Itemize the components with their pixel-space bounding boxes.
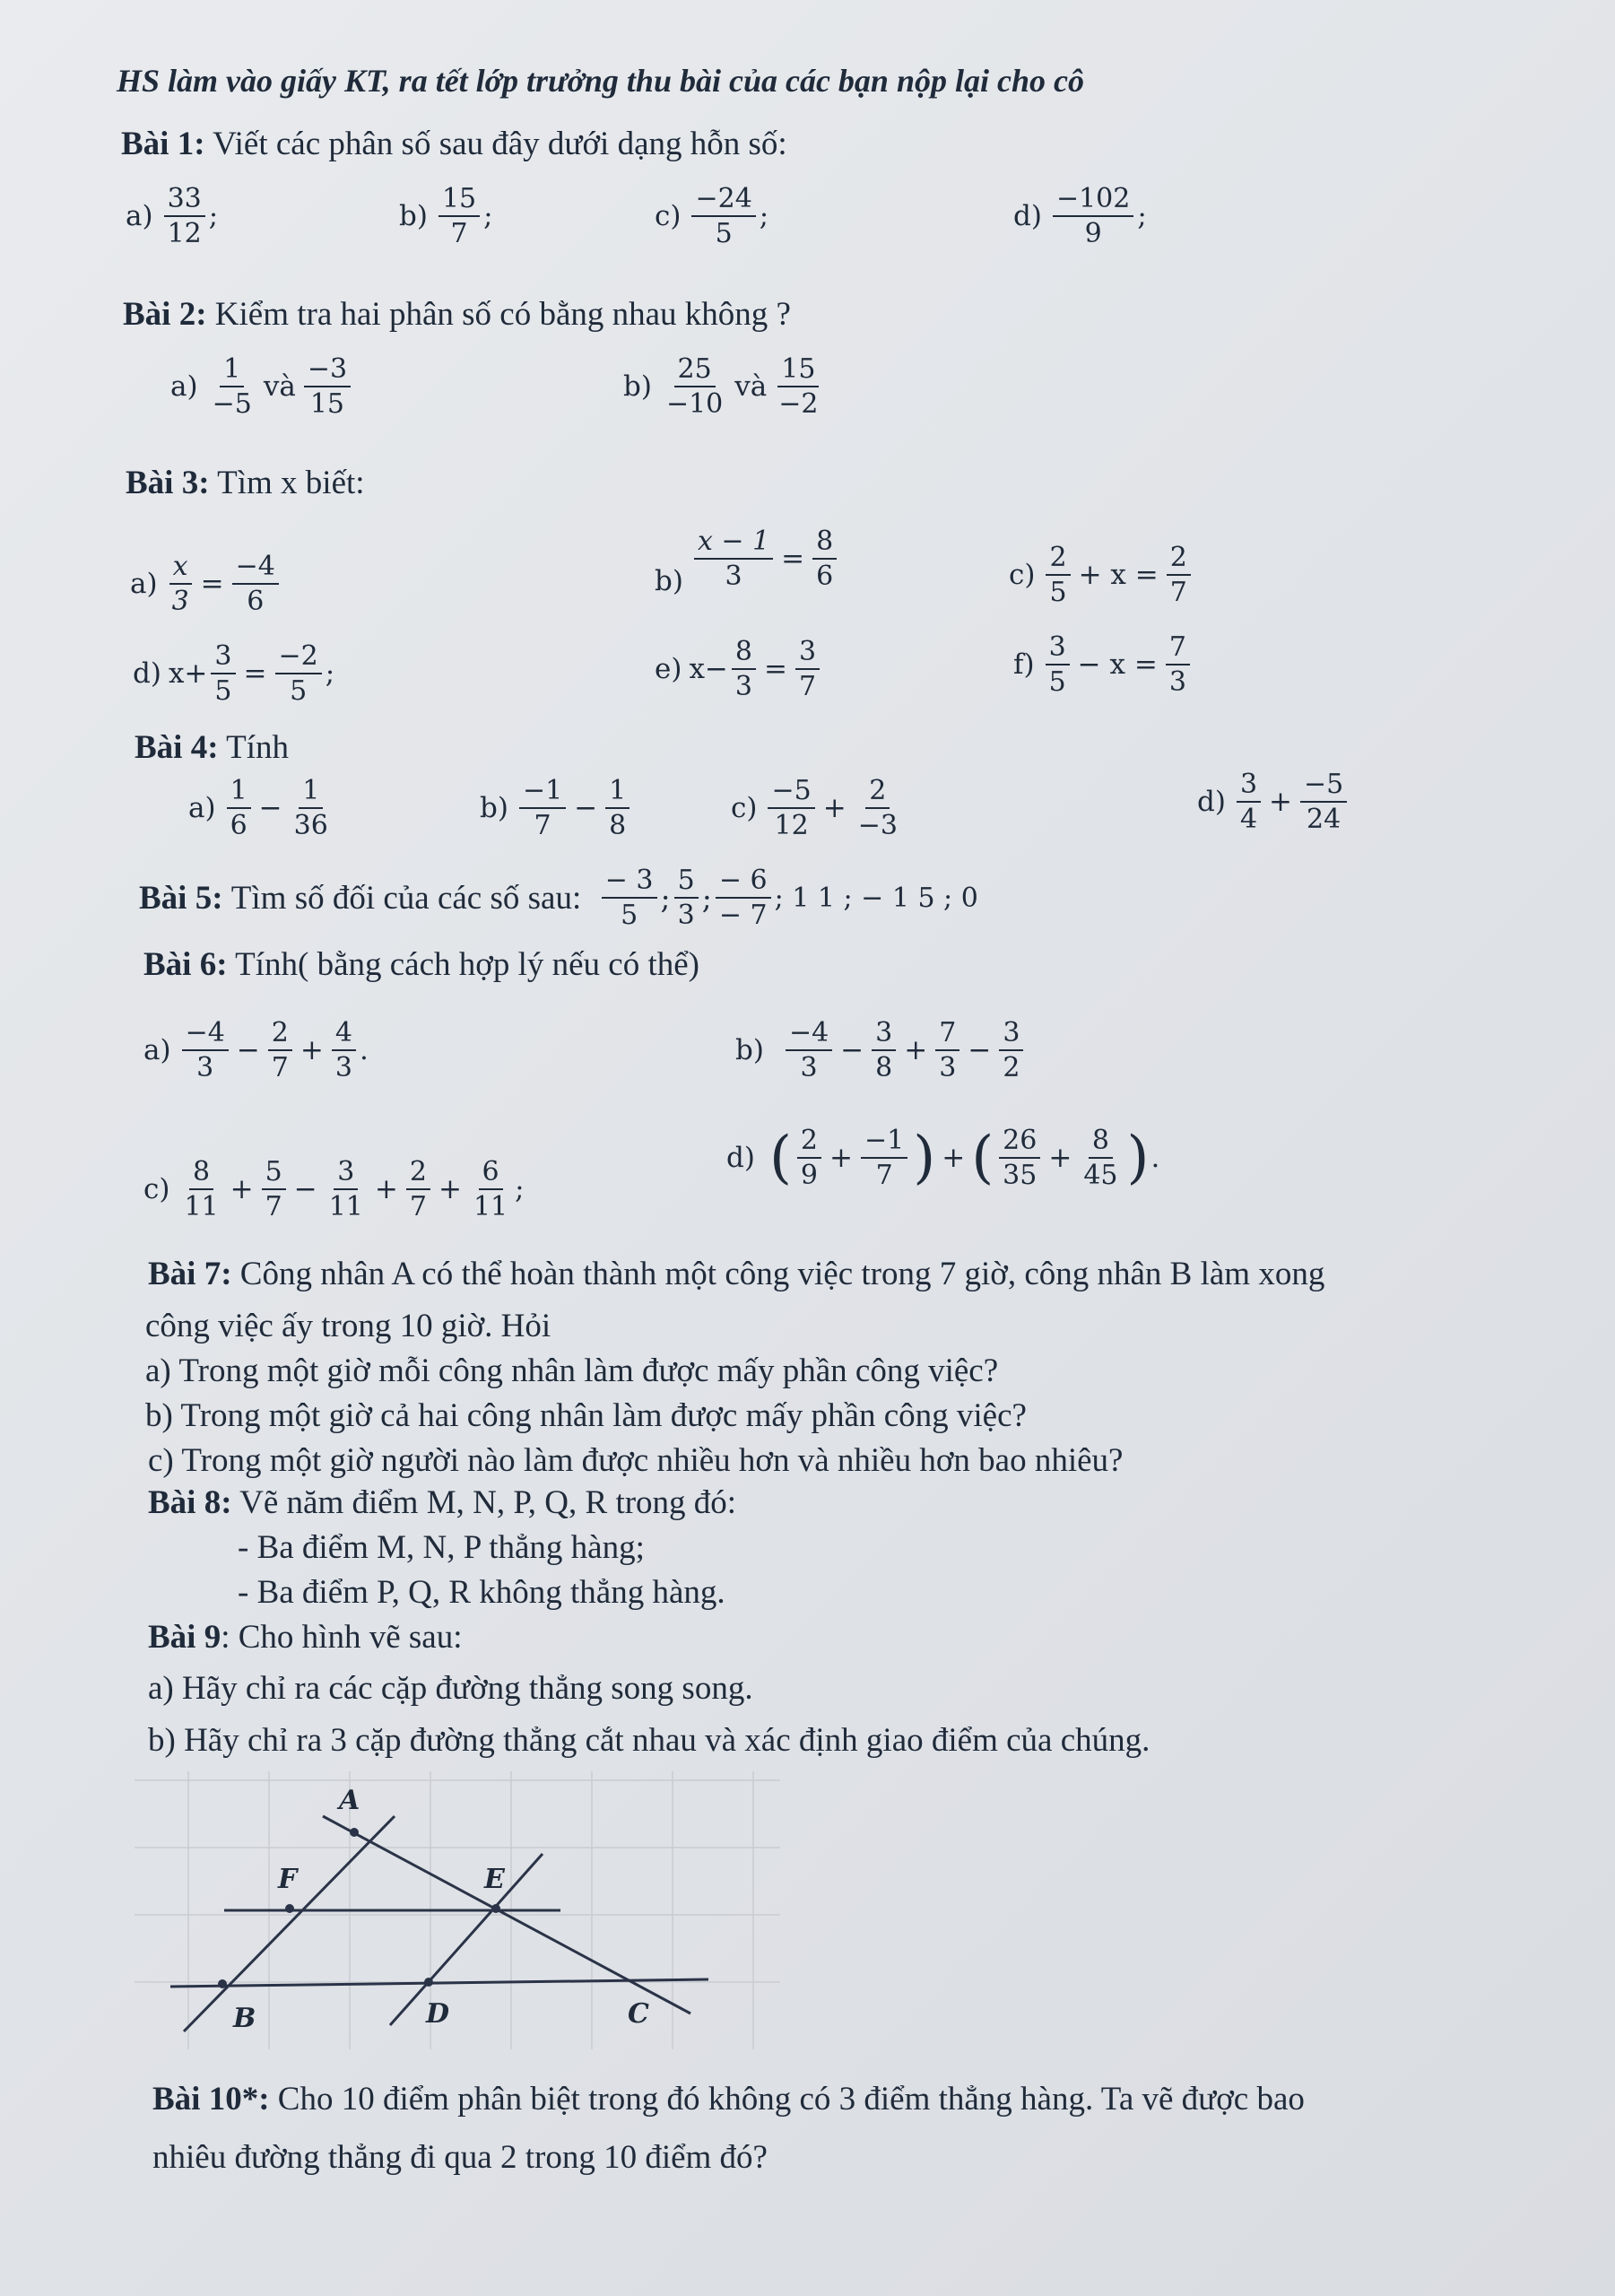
point-a [350, 1828, 359, 1837]
frac: $\frac{2}{5}$ [1046, 543, 1070, 607]
b4-a: a) $\frac{1}{6}$ − $\frac{1}{36}$ [188, 776, 335, 840]
b4-b: b) $\frac{-1}{7}$ − $\frac{1}{8}$ [480, 776, 633, 840]
frac: $\frac{-1}{7}$ [861, 1126, 907, 1190]
frac: $\frac{4}{3}$ [332, 1018, 356, 1083]
frac: $\frac{3}{5}$ [1046, 632, 1070, 697]
b6-title: Bài 6: Tính( bằng cách hợp lý nếu có thể) [143, 946, 699, 983]
b6-d: d) ( $\frac{2}{9}$ + $\frac{-1}{7}$ ) + ( $\frac{26}{35}$ + $\frac{8}{45}$ ) . [726, 1125, 1160, 1191]
point-e [491, 1904, 500, 1913]
b9-figure [135, 1771, 780, 2058]
b4-d: d) $\frac{3}{4}$ + $\frac{-5}{24}$ [1197, 770, 1350, 834]
frac: $\frac{15}{-2}$ [778, 353, 819, 420]
b10-line2: nhiêu đường thẳng đi qua 2 trong 10 điểm đó? [152, 2139, 768, 2176]
b1-text: Viết các phân số sau đây dưới dạng hỗn số: [213, 126, 787, 162]
b3-d: d) x+ $\frac{3}{5}$ = $\frac{-2}{5}$ ; [133, 640, 335, 707]
b1-c: c) $\frac{-24}{5}$ ; [655, 183, 769, 249]
frac: $\frac{15}{7}$ [438, 184, 480, 248]
frac: $\frac{1}{8}$ [605, 776, 630, 840]
line-bc [170, 1979, 708, 1987]
frac: $\frac{-2}{5}$ [275, 641, 322, 706]
b3-title: Bài 3: Tìm x biết: [126, 465, 365, 501]
b7-a: a) Trong một giờ mỗi công nhân làm được mấy phần công việc? [145, 1352, 999, 1389]
frac: $\frac{-5}{12}$ [768, 776, 814, 840]
label-e: E [484, 1864, 505, 1895]
frac: $\frac{1}{-5}$ [212, 353, 252, 420]
label-a: A [339, 1785, 360, 1816]
intro-note: HS làm vào giấy KT, ra tết lớp trưởng thu bài của các bạn nộp lại cho cô [117, 63, 1084, 99]
frac: $\frac{- 6}{- 7}$ [716, 865, 771, 930]
b8-title: Bài 8: Vẽ năm điểm M, N, P, Q, R trong đó: [148, 1484, 737, 1521]
point-b [218, 1979, 227, 1988]
b6-c: c) $\frac{8}{11}$ + $\frac{5}{7}$ − $\frac{3}{11}$ + $\frac{2}{7}$ + $\frac{6}{11}$ ; [143, 1156, 525, 1222]
frac: $\frac{7}{3}$ [935, 1018, 959, 1083]
frac: $\frac{- 3}{5}$ [602, 865, 657, 930]
b1-a: a) $\frac{33}{12}$ ; [126, 183, 219, 249]
b7-c: c) Trong một giờ người nào làm được nhiều hơn và nhiều hơn bao nhiêu? [148, 1442, 1124, 1479]
point-d [424, 1978, 433, 1987]
frac: $\frac{8}{6}$ [812, 526, 837, 591]
b3-b: b) $\frac{x - 1}{3}$ = $\frac{8}{6}$ [655, 520, 840, 597]
frac: $\frac{5}{7}$ [262, 1157, 286, 1222]
b3-a: a) $\frac{x}{3}$ = $\frac{-4}{6}$ [130, 552, 282, 616]
frac: $\frac{3}{7}$ [795, 637, 820, 701]
b2-title: Bài 2: Kiểm tra hai phân số có bằng nhau không ? [123, 296, 791, 333]
b8-item1: - Ba điểm M, N, P thẳng hàng; [238, 1529, 645, 1566]
frac: $\frac{-1}{7}$ [519, 776, 566, 840]
frac: $\frac{8}{45}$ [1083, 1125, 1118, 1191]
frac: $\frac{3}{4}$ [1237, 770, 1261, 834]
frac: $\frac{8}{11}$ [184, 1156, 219, 1222]
line-ab [184, 1816, 395, 2031]
frac: $\frac{2}{-3}$ [857, 775, 898, 841]
frac: $\frac{2}{7}$ [1167, 543, 1191, 607]
frac: $\frac{2}{9}$ [797, 1126, 821, 1190]
frac: $\frac{-5}{24}$ [1300, 770, 1347, 834]
frac: $\frac{5}{3}$ [674, 865, 699, 930]
frac: $\frac{2}{7}$ [406, 1157, 430, 1222]
frac: $\frac{2}{7}$ [268, 1018, 292, 1083]
b9-a: a) Hãy chỉ ra các cặp đường thẳng song song. [148, 1670, 753, 1707]
frac: $\frac{6}{11}$ [473, 1156, 508, 1222]
label-d: D [426, 1998, 450, 2030]
b8-item2: - Ba điểm P, Q, R không thẳng hàng. [238, 1574, 725, 1611]
line-ed [390, 1854, 543, 2025]
b1-title [121, 126, 787, 164]
b1-d: d) $\frac{-102}{9}$ ; [1013, 183, 1147, 249]
b10-line1: Bài 10*: Cho 10 điểm phân biệt trong đó không có 3 điểm thẳng hàng. Ta vẽ được bao [152, 2081, 1305, 2118]
b3-f: f) $\frac{3}{5}$ − x = $\frac{7}{3}$ [1013, 632, 1194, 697]
b9-title: Bài 9: Cho hình vẽ sau: [148, 1619, 463, 1656]
b7-b: b) Trong một giờ cả hai công nhân làm được mấy phần công việc? [145, 1397, 1027, 1434]
b7-line2: công việc ấy trong 10 giờ. Hỏi [145, 1308, 551, 1344]
frac: $\frac{x - 1}{3}$ [694, 526, 773, 591]
b1-b: b) $\frac{15}{7}$ ; [399, 183, 493, 249]
frac: $\frac{-3}{15}$ [304, 354, 351, 419]
frac: $\frac{8}{3}$ [732, 637, 756, 701]
frac: $\frac{3}{2}$ [999, 1018, 1023, 1083]
frac: $\frac{-4}{3}$ [786, 1018, 832, 1083]
point-f [285, 1904, 294, 1913]
b5-line: Bài 5: Tìm số đối của các số sau: $\frac{- 3}{5}$ ; $\frac{5}{3}$ ; $\frac{- 6}{- 7}$ ; 1 1 ; − 1 5 ; 0 [139, 865, 978, 931]
frac: $\frac{25}{-10}$ [665, 353, 724, 420]
b3-c: c) $\frac{2}{5}$ + x = $\frac{2}{7}$ [1009, 543, 1194, 607]
frac: $\frac{3}{5}$ [211, 641, 235, 706]
b9-b: b) Hãy chỉ ra 3 cặp đường thẳng cắt nhau và xác định giao điểm của chúng. [148, 1722, 1150, 1759]
frac: $\frac{33}{12}$ [164, 184, 205, 248]
b3-e: e) x− $\frac{8}{3}$ = $\frac{3}{7}$ [655, 637, 823, 701]
b7-line1: Bài 7: Công nhân A có thể hoàn thành một công việc trong 7 giờ, công nhân B làm xong [148, 1256, 1325, 1292]
b2-a: a) $\frac{1}{-5}$ và $\frac{-3}{15}$ [170, 354, 354, 419]
label-f: F [278, 1864, 298, 1895]
b6-a: a) $\frac{-4}{3}$ − $\frac{2}{7}$ + $\frac{4}{3}$ . [143, 1017, 369, 1083]
frac: $\frac{-4}{6}$ [232, 552, 279, 616]
b4-title: Bài 4: Tính [135, 729, 290, 766]
label-c: C [628, 1998, 649, 2030]
b2-b: b) $\frac{25}{-10}$ và $\frac{15}{-2}$ [623, 354, 826, 419]
b1-head: Bài 1: [121, 126, 205, 162]
b4-c: c) $\frac{-5}{12}$ + $\frac{2}{-3}$ [731, 776, 905, 840]
b6-b: b) $\frac{-4}{3}$ − $\frac{3}{8}$ + $\frac{7}{3}$ − $\frac{3}{2}$ [735, 1018, 1027, 1083]
label-b: B [233, 2003, 256, 2034]
frac: $\frac{1}{6}$ [227, 776, 251, 840]
frac: $\frac{-4}{3}$ [182, 1018, 229, 1083]
frac: $\frac{26}{35}$ [999, 1126, 1040, 1190]
frac: $\frac{3}{8}$ [872, 1018, 896, 1083]
frac: $\frac{7}{3}$ [1166, 632, 1190, 697]
frac: $\frac{1}{36}$ [293, 775, 328, 841]
frac: $\frac{3}{11}$ [328, 1156, 363, 1222]
frac: $\frac{x}{3}$ [169, 552, 193, 616]
frac: $\frac{-102}{9}$ [1053, 184, 1133, 248]
frac: $\frac{-24}{5}$ [691, 184, 755, 248]
